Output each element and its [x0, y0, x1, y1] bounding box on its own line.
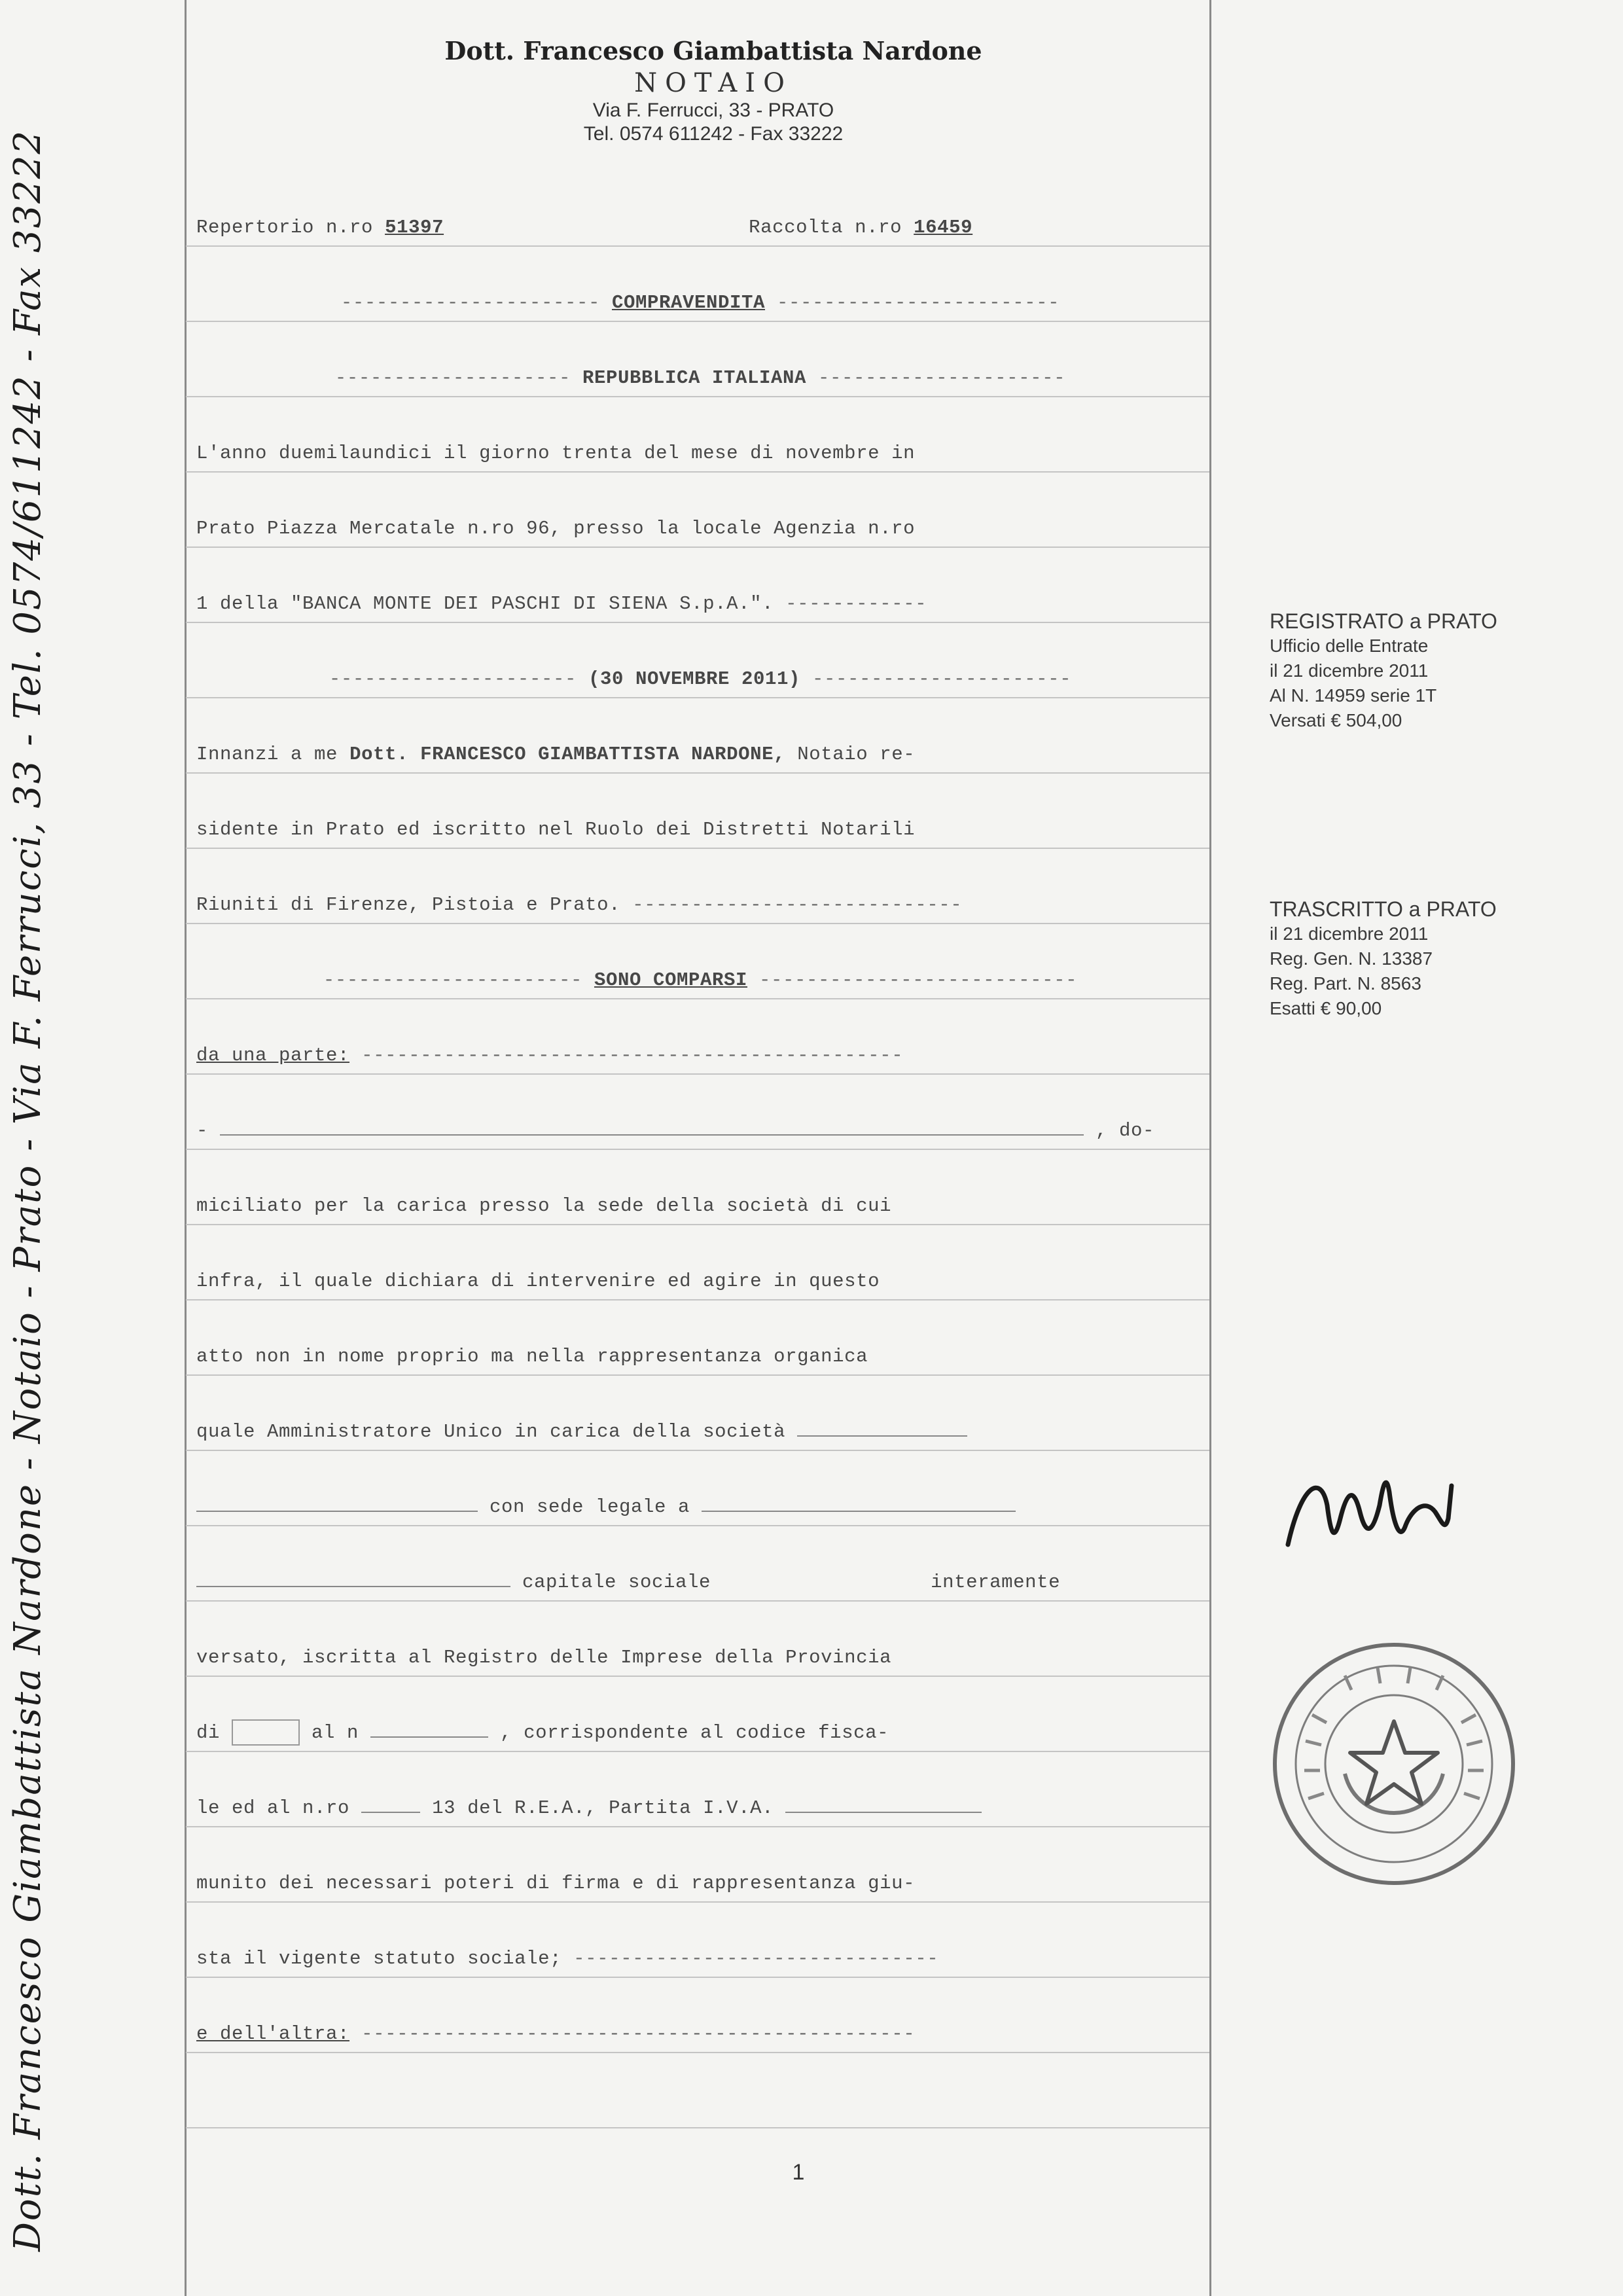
body-line: miciliato per la carica presso la sede della società di cui: [196, 1195, 892, 1217]
notary-phone: Tel. 0574 611242 - Fax 33222: [583, 123, 844, 145]
body-line: versato, iscritta al Registro delle Imprese della Provincia: [196, 1647, 892, 1668]
body-line: atto non in nome proprio ma nella rappresentanza organica: [196, 1346, 868, 1367]
right-margin-rule: [1209, 0, 1211, 2296]
redacted-company-name: [196, 1511, 478, 1512]
other-party-text: e dell'altra:: [196, 2023, 350, 2045]
repertorio-line: [196, 208, 1204, 247]
redacted-company: [797, 1435, 967, 1437]
repertorio-number: 51397: [385, 217, 444, 238]
body-line: [196, 735, 1204, 774]
raccolta-number: 16459: [914, 217, 973, 238]
redacted-city: [196, 1586, 510, 1587]
redacted-address: [702, 1511, 1016, 1512]
date-in-parentheses: (30 NOVEMBRE 2011): [588, 668, 801, 690]
body-line: [196, 1488, 1204, 1527]
register-number-text: al n: [312, 1722, 359, 1744]
bank-name-text: 1 della "BANCA MONTE DEI PASCHI DI SIENA S.p.A.".: [196, 593, 774, 615]
stamp-line: Reg. Gen. N. 13387: [1270, 948, 1433, 969]
redacted-rea: [361, 1812, 420, 1813]
tax-code-text: , corrispondente al codice fisca-: [500, 1722, 889, 1744]
body-line: [196, 1563, 1204, 1602]
body-line: munito dei necessari poteri di firma e di rappresentanza giu-: [196, 1873, 916, 1894]
sono-comparsi-line: ---------------------- SONO COMPARSI ---------------------------: [323, 969, 1078, 991]
rea-text-start: le ed al n.ro: [196, 1797, 350, 1819]
left-margin-rule: [185, 0, 187, 2296]
rea-text-end: 13 del R.E.A., Partita I.V.A.: [432, 1797, 774, 1819]
notary-address: Via F. Ferrucci, 33 - PRATO: [592, 99, 834, 121]
page-number: 1: [792, 2160, 805, 2185]
statute-text: sta il vigente statuto sociale;: [196, 1948, 562, 1969]
fully-paid-text: interamente: [931, 1571, 1061, 1593]
deed-type: COMPRAVENDITA: [611, 292, 766, 314]
body-line: [196, 1789, 1204, 1828]
stamp-line: il 21 dicembre 2011: [1270, 924, 1429, 944]
districts-text: Riuniti di Firenze, Pistoia e Prato.: [196, 894, 621, 916]
body-line: da una parte: ----------------------------------------------: [196, 1045, 904, 1066]
registration-stamp: [1270, 609, 1597, 733]
body-line: Prato Piazza Mercatale n.ro 96, presso la locale Agenzia n.ro: [196, 518, 916, 539]
redacted-name: [220, 1134, 1084, 1136]
body-line: e dell'altra: -----------------------------------------------: [196, 2023, 916, 2045]
registered-office-text: con sede legale a: [490, 1496, 690, 1518]
share-capital-text: capitale sociale: [522, 1571, 711, 1593]
side-margin-signature-strip: Dott. Francesco Giambattista Nardone - Notaio - Prato - Via F. Ferrucci, 33 - Tel. 0574/611242 - Fax 33222: [7, 129, 49, 2251]
body-line: sta il vigente statuto sociale; -------------------------------: [196, 1948, 939, 1969]
date-line: --------------------- (30 NOVEMBRE 2011) ----------------------: [329, 668, 1072, 690]
da-una-parte-text: da una parte:: [196, 1045, 350, 1066]
stamp-line: Esatti € 90,00: [1270, 998, 1382, 1018]
notary-title: NOTAIO: [634, 68, 793, 98]
province-text: di: [196, 1722, 221, 1744]
transcription-stamp: [1270, 897, 1597, 1021]
stamp-line: TRASCRITTO a PRATO: [1270, 897, 1497, 921]
stamp-line: REGISTRATO a PRATO: [1270, 609, 1497, 633]
notary-name: Dott. Francesco Giambattista Nardone: [444, 36, 982, 65]
body-line: [196, 1713, 1204, 1753]
stamp-line: Versati € 504,00: [1270, 710, 1402, 730]
redacted-province: [232, 1719, 300, 1746]
stamp-line: Reg. Part. N. 8563: [1270, 973, 1421, 994]
stamp-line: Ufficio delle Entrate: [1270, 636, 1429, 656]
body-line: 1 della "BANCA MONTE DEI PASCHI DI SIENA S.p.A.". ------------: [196, 593, 927, 615]
notary-seal: [1266, 1636, 1522, 1892]
notary-intro-text: Innanzi a me: [196, 744, 338, 765]
notary-name-in-text: Dott. FRANCESCO GIAMBATTISTA NARDONE,: [349, 744, 786, 765]
company-text: quale Amministratore Unico in carica della società: [196, 1421, 786, 1443]
stamp-line: Al N. 14959 serie 1T: [1270, 685, 1437, 706]
body-line: L'anno duemilaundici il giorno trenta del mese di novembre in: [196, 442, 916, 464]
repertorio-label: Repertorio n.ro: [196, 217, 374, 238]
notary-letterhead: [366, 36, 1060, 145]
republic-heading: REPUBBLICA ITALIANA: [582, 367, 807, 389]
sono-comparsi-heading: SONO COMPARSI: [594, 969, 748, 991]
notary-intro-text-end: Notaio re-: [797, 744, 916, 765]
body-line: Riuniti di Firenze, Pistoia e Prato. ----------------------------: [196, 894, 963, 916]
handwritten-signature: [1275, 1446, 1471, 1577]
redacted-party-line: - , do-: [196, 1120, 1155, 1141]
raccolta-label: Raccolta n.ro: [749, 217, 902, 238]
body-line: [196, 1412, 1204, 1452]
redacted-vat: [785, 1812, 982, 1813]
stamp-line: il 21 dicembre 2011: [1270, 660, 1429, 681]
republic-line: -------------------- REPUBBLICA ITALIANA ---------------------: [334, 367, 1066, 389]
redacted-register-number: [370, 1736, 488, 1738]
body-line: infra, il quale dichiara di intervenire ed agire in questo: [196, 1270, 880, 1292]
domiciled-text-start: , do-: [1096, 1120, 1155, 1141]
deed-type-line: ---------------------- COMPRAVENDITA ------------------------: [340, 292, 1060, 314]
body-line: sidente in Prato ed iscritto nel Ruolo dei Distretti Notarili: [196, 819, 916, 840]
